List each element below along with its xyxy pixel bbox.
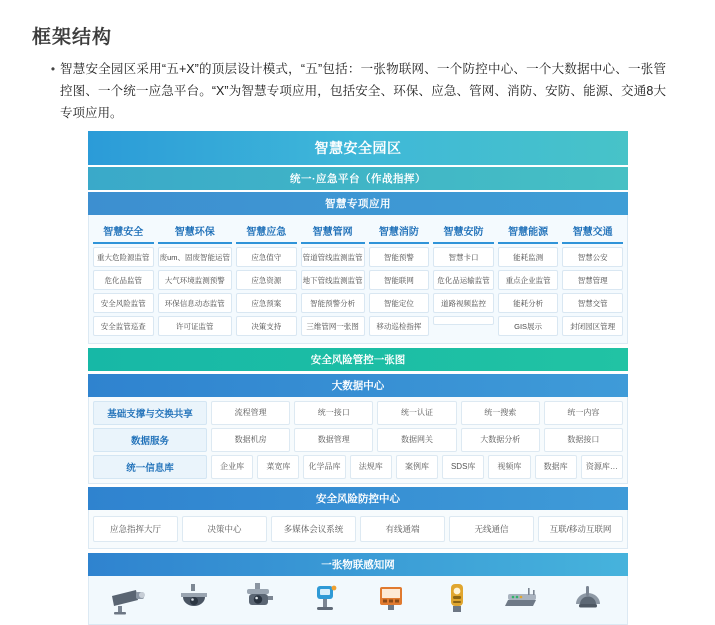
list-item[interactable]: 视频库	[488, 455, 530, 479]
app-column-fire	[369, 220, 430, 336]
row-label: 数据服务	[93, 428, 207, 452]
list-item[interactable]: 企业库	[211, 455, 253, 479]
bigdata-rows	[88, 397, 628, 484]
app-item[interactable]: 智慧卡口	[433, 247, 494, 267]
app-item[interactable]: 道路视频监控	[433, 293, 494, 313]
app-item[interactable]: 智能定位	[369, 293, 430, 313]
list-item[interactable]: 互联/移动互联网	[538, 516, 623, 542]
list-item[interactable]: 化学品库	[303, 455, 345, 479]
app-item[interactable]: 地下管线监测监管	[301, 270, 365, 290]
list-item[interactable]: 数据管理	[294, 428, 373, 452]
list-item[interactable]: 无线通信	[449, 516, 534, 542]
app-item[interactable]: 安全风险监管	[93, 293, 154, 313]
list-item[interactable]: 法规库	[350, 455, 392, 479]
alarm-post-icon	[434, 580, 480, 620]
app-item[interactable]: 重点企业监管	[498, 270, 559, 290]
row-label: 基础支撑与交换共享	[93, 401, 207, 425]
risk-control-center-band: 安全风险防控中心	[88, 487, 628, 510]
bullet-text: 智慧安全园区采用“五+X”的顶层设计模式，“五”包括：一张物联网、一个防控中心、一个大数据中心、一张管控图、一个统一应急平台。“X”为智慧专项应用，包括安全、环保、应急、管网、消防、安防、能源、交通8大专项应用。	[60, 62, 666, 120]
app-item[interactable]: 智能预警	[369, 247, 430, 267]
bullet-marker: •	[50, 62, 56, 76]
app-item[interactable]: 安全监管巡查	[93, 316, 154, 336]
bullet-list	[46, 58, 666, 124]
list-item[interactable]: 资源库…	[581, 455, 623, 479]
list-item[interactable]: 流程管理	[211, 401, 290, 425]
app-item[interactable]: 废um、固废智能运管	[158, 247, 232, 267]
table-row	[93, 428, 623, 452]
app-item[interactable]: 智能联网	[369, 270, 430, 290]
app-item[interactable]: 应急预案	[236, 293, 297, 313]
page-title: 框架结构	[32, 27, 113, 48]
app-item[interactable]: 管道管线监测监管	[301, 247, 365, 267]
list-item[interactable]: 数据接口	[544, 428, 623, 452]
ptz-camera-icon	[236, 580, 282, 620]
app-column-title: 智慧消防	[369, 220, 430, 244]
list-item[interactable]: 统一搜索	[461, 401, 540, 425]
app-column-security	[433, 220, 494, 336]
row-cells	[211, 401, 623, 425]
dome-camera-icon	[171, 580, 217, 620]
app-column-title: 智慧环保	[158, 220, 232, 244]
emergency-platform-band: 统一·应急平台（作战指挥）	[88, 167, 628, 190]
app-item[interactable]: 智能预警分析	[301, 293, 365, 313]
app-item[interactable]: 重大危险源监管	[93, 247, 154, 267]
app-column-title: 智慧应急	[236, 220, 297, 244]
table-row	[93, 401, 623, 425]
app-item[interactable]: 应急资源	[236, 270, 297, 290]
app-column-energy	[498, 220, 559, 336]
app-item	[433, 316, 494, 325]
app-column-pipeline	[301, 220, 365, 336]
diagram-header: 智慧安全园区	[88, 131, 628, 165]
app-column-title: 智慧管网	[301, 220, 365, 244]
app-item[interactable]: 环保信息动态监管	[158, 293, 232, 313]
iot-band: 一张物联感知网	[88, 553, 628, 576]
row-cells	[211, 428, 623, 452]
list-item[interactable]: 数据机房	[211, 428, 290, 452]
architecture-diagram	[88, 131, 628, 625]
app-item[interactable]: 移动巡检指挥	[369, 316, 430, 336]
app-item[interactable]: 危化品运输监管	[433, 270, 494, 290]
list-item[interactable]: 案例库	[396, 455, 438, 479]
camera-icon	[105, 580, 151, 620]
app-column-traffic	[562, 220, 623, 336]
app-item[interactable]: 三维管网一张图	[301, 316, 365, 336]
list-item	[46, 58, 666, 124]
app-item[interactable]: 应急值守	[236, 247, 297, 267]
app-column-environment	[158, 220, 232, 336]
app-item[interactable]: 许可证监管	[158, 316, 232, 336]
app-item[interactable]: 封闭园区管理	[562, 316, 623, 336]
gateway-icon	[499, 580, 545, 620]
list-item[interactable]: 统一接口	[294, 401, 373, 425]
app-column-safety	[93, 220, 154, 336]
list-item[interactable]: SDS库	[442, 455, 484, 479]
list-item[interactable]: 有线通端	[360, 516, 445, 542]
list-item[interactable]: 应急指挥大厅	[93, 516, 178, 542]
risk-control-cells	[88, 510, 628, 549]
app-item[interactable]: 智慧管理	[562, 270, 623, 290]
device-strip	[88, 576, 628, 625]
list-item[interactable]: 数据库	[535, 455, 577, 479]
special-apps-band: 智慧专项应用	[88, 192, 628, 215]
table-row	[93, 455, 623, 479]
gas-detector-icon	[302, 580, 348, 620]
app-column-title: 智慧安防	[433, 220, 494, 244]
row-cells	[211, 455, 623, 479]
sensor-box-icon	[368, 580, 414, 620]
list-item[interactable]: 大数据分析	[461, 428, 540, 452]
app-item[interactable]: 决策支持	[236, 316, 297, 336]
app-column-title: 智慧交通	[562, 220, 623, 244]
app-column-title: 智慧安全	[93, 220, 154, 244]
list-item[interactable]: 决策中心	[182, 516, 267, 542]
app-column-emergency	[236, 220, 297, 336]
app-column-title: 智慧能源	[498, 220, 559, 244]
apps-grid	[88, 215, 628, 344]
app-item[interactable]: GIS展示	[498, 316, 559, 336]
app-item[interactable]: 危化品监管	[93, 270, 154, 290]
bigdata-band: 大数据中心	[88, 374, 628, 397]
app-item[interactable]: 智慧公安	[562, 247, 623, 267]
list-item[interactable]: 多媒体会议系统	[271, 516, 356, 542]
app-item[interactable]: 能耗分析	[498, 293, 559, 313]
app-item[interactable]: 智慧交管	[562, 293, 623, 313]
list-item[interactable]: 数据网关	[377, 428, 456, 452]
list-item[interactable]: 菜宽库	[257, 455, 299, 479]
app-item[interactable]: 大气环境监测预警	[158, 270, 232, 290]
list-item[interactable]: 统一内容	[544, 401, 623, 425]
list-item[interactable]: 统一认证	[377, 401, 456, 425]
row-label: 统一信息库	[93, 455, 207, 479]
app-item[interactable]: 能耗监测	[498, 247, 559, 267]
risk-map-band: 安全风险管控一张图	[88, 348, 628, 371]
antenna-icon	[565, 580, 611, 620]
